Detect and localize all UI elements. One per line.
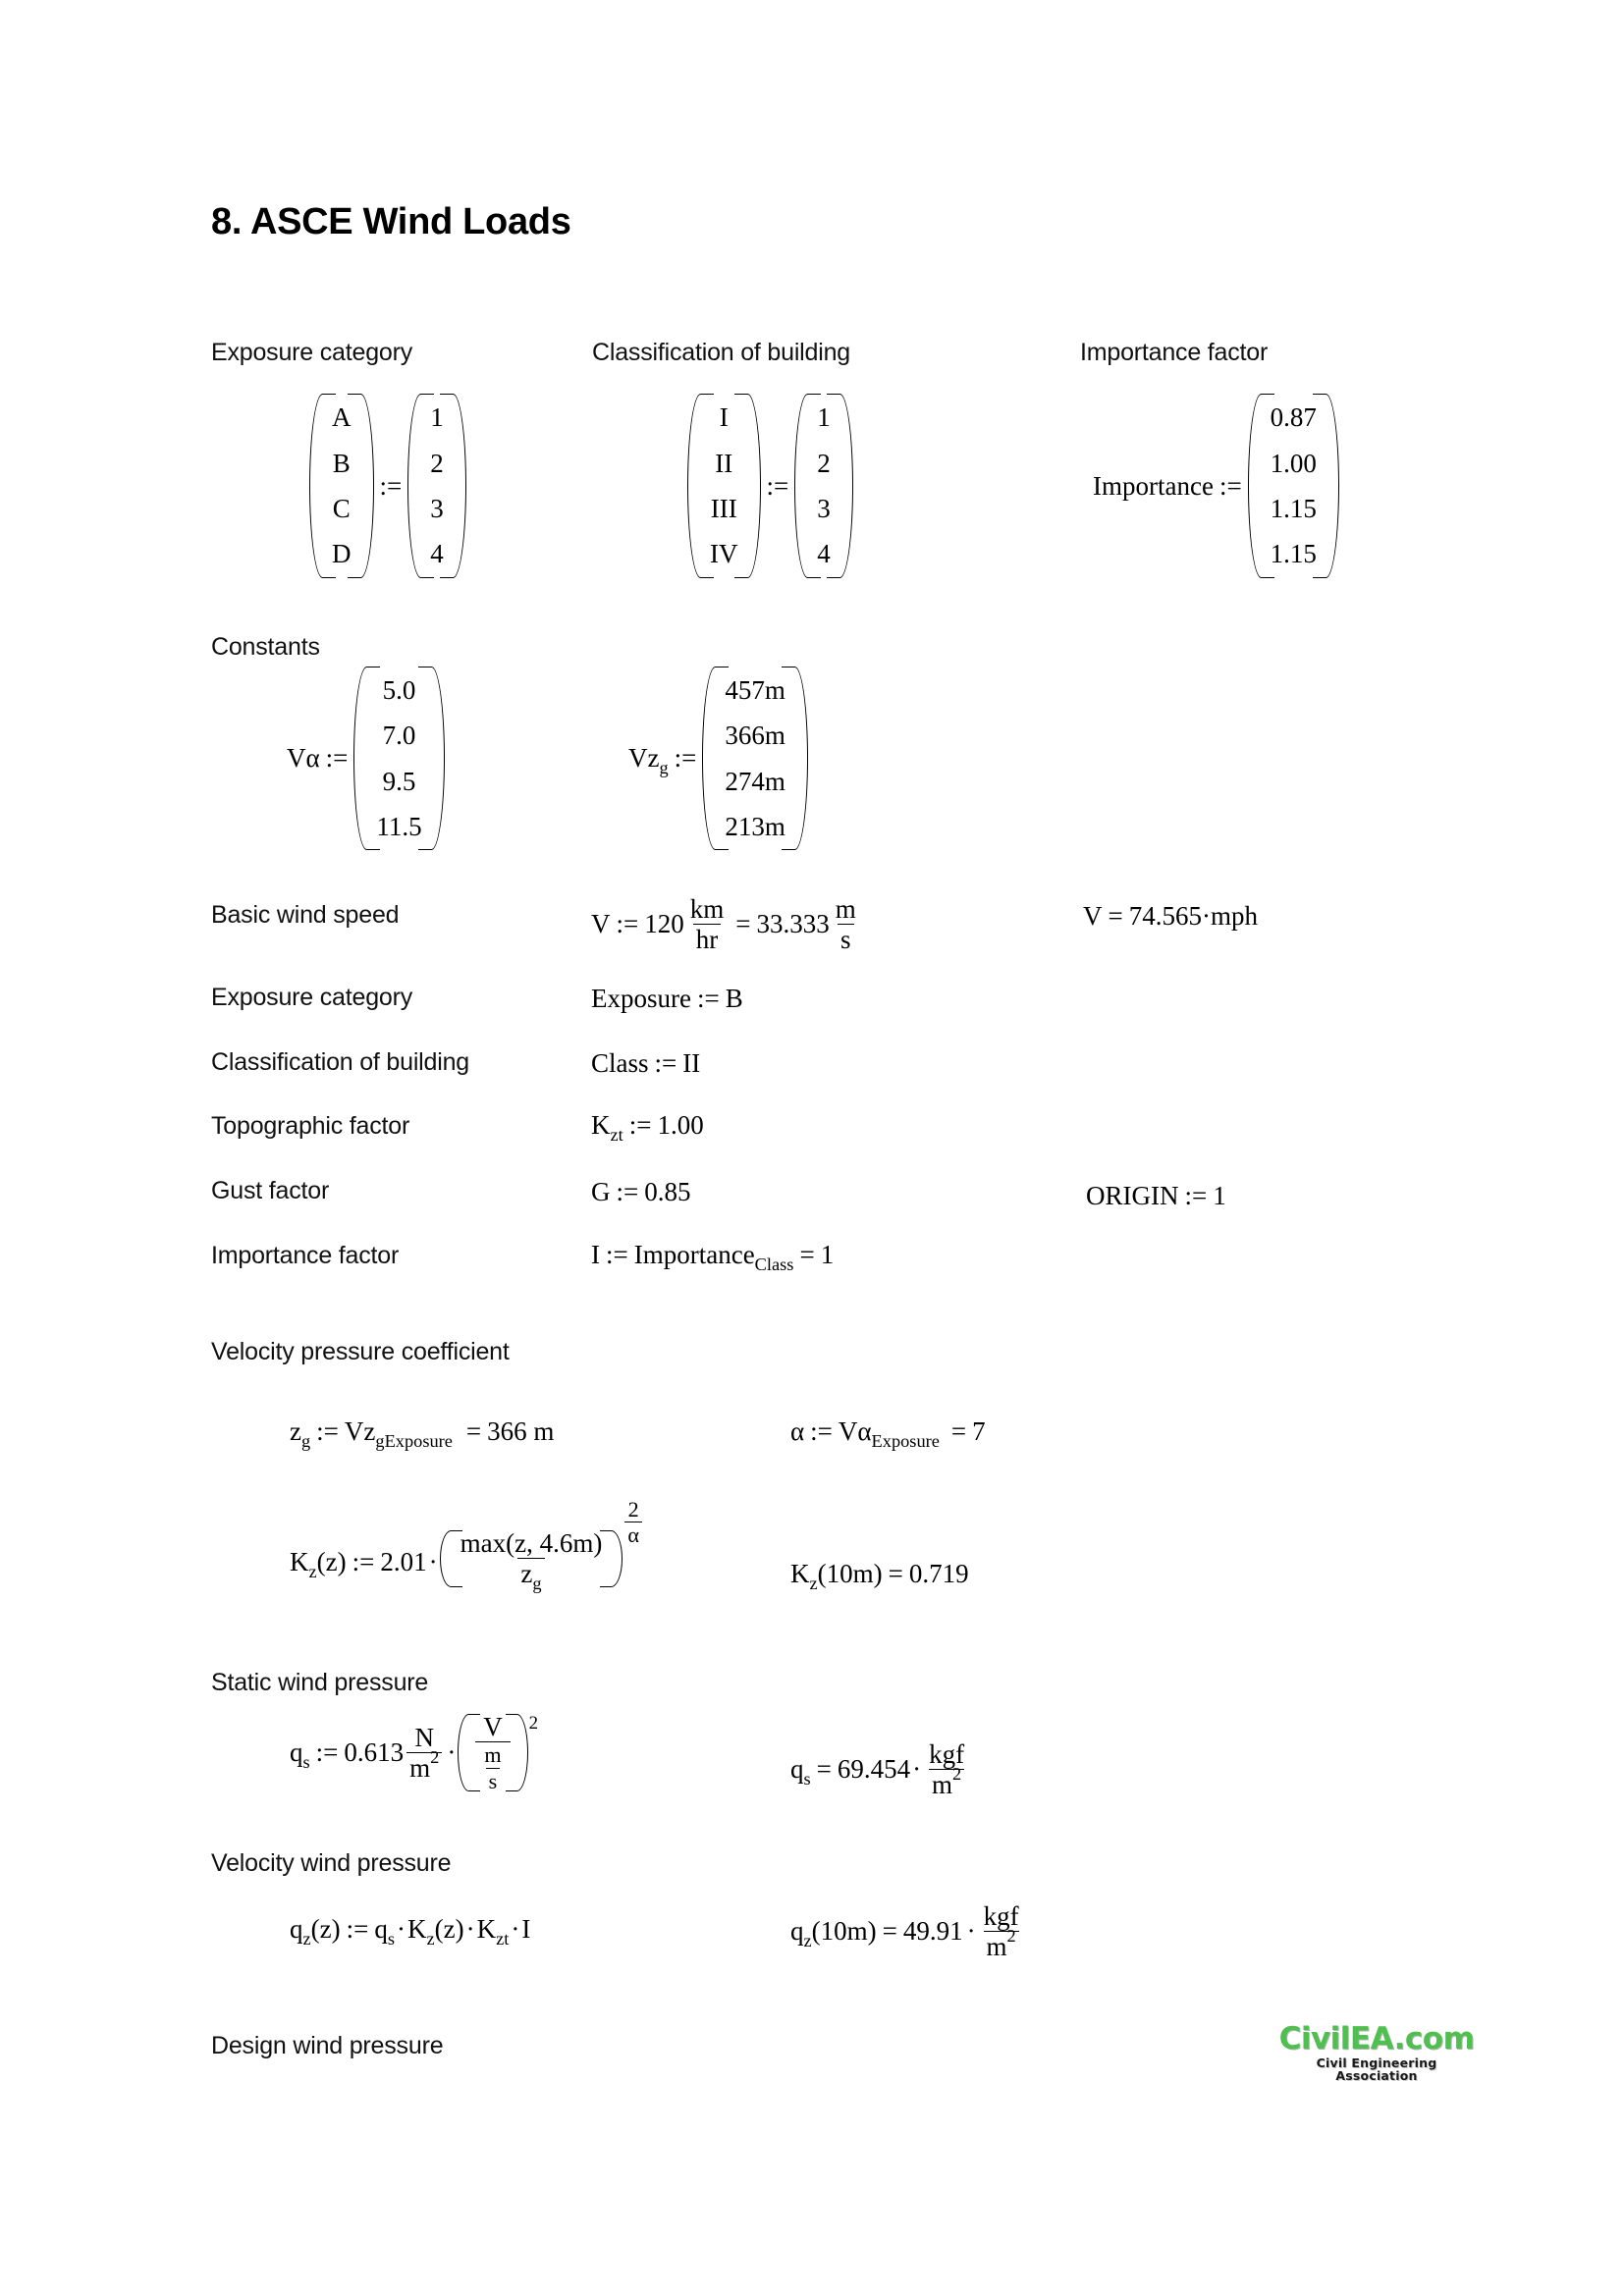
matrix-cell: 11.5 [376,811,422,841]
variable-exposure: Exposure [591,984,691,1013]
matrix-cell: 2 [430,448,444,478]
matrix-cell: 1 [430,402,444,433]
matrix-cell: A [332,402,352,433]
result: 0.719 [908,1559,969,1588]
header-importance-factor: Importance factor [1080,339,1269,366]
assign-operator: := [616,1177,639,1206]
equals-operator: = [465,1416,482,1446]
variable-qz: $q_z(z)$ [290,1914,341,1949]
unit-N-per-m2: $\frac{N}{m^2}$ [406,1724,442,1783]
term-qs: $q_s$ [374,1914,396,1949]
equals-operator: = [816,1754,832,1785]
matrix-cell: 366m [725,721,785,751]
assign-operator: := [810,1416,833,1446]
coefficient: 0.613 [344,1736,405,1767]
max-over-zg-fraction: $\frac{\max(z, 4.6m)}{z_g}$ [460,1528,603,1594]
assign-operator: := [628,1110,652,1140]
variable-qs: $q_s$ [290,1736,310,1772]
class-values-matrix [794,393,853,579]
assign-operator: := [616,909,639,939]
valpha-values-matrix [353,666,444,852]
assign-operator: := [654,1048,677,1078]
denominator-zg: $z_g$ [517,1558,544,1587]
paren-left-icon [440,1529,451,1588]
label-static-wind-pressure: Static wind pressure [211,1669,429,1696]
paren-right-icon [839,393,853,579]
matrix-cell: 4 [430,539,444,569]
term-I: I [521,1914,531,1944]
value: 0.85 [644,1177,691,1206]
paren-left-icon [1248,393,1262,579]
basic-wind-speed-mph-result [1083,901,1258,932]
multiply-operator: · [397,1914,406,1944]
variable-Kz: $K_z(z)$ [290,1547,347,1581]
variable-Kzt: $K_{zt}$ [591,1110,623,1145]
variable-class: Class [591,1048,649,1078]
assign-operator: := [606,1240,628,1269]
assign-operator: := [766,470,789,501]
variable-qs: $q_s$ [790,1754,811,1789]
topographic-factor-assignment [591,1110,704,1145]
result-value: 69.454 [837,1754,911,1785]
origin-assignment [1086,1181,1226,1211]
matrix-cell: C [332,494,351,523]
matrix-cell: I [719,402,729,433]
unit-km-per-hr: $\frac{km}{hr}$ [689,894,725,955]
velocity-wind-pressure-result [790,1902,1025,1961]
matrix-cell: 9.5 [382,766,416,796]
multiply-operator: · [447,1736,457,1767]
label-exposure-category: Exposure category [211,984,413,1011]
class-names-matrix [687,393,761,579]
variable-I: I [591,1240,600,1269]
classification-assignment [591,1048,700,1079]
assign-operator: := [316,1416,339,1446]
basic-wind-speed-equation [591,895,862,954]
value: 120 [644,909,684,939]
assign-operator: := [379,470,403,501]
matrix-cell: B [332,448,351,478]
paren-left-icon [407,393,421,579]
matrix-cell: III [710,494,737,523]
multiply-operator: · [511,1914,520,1944]
result-value: 33.333 [756,909,830,939]
assign-operator: := [325,743,349,773]
denominator-m-squared: $m^2$ [984,1931,1019,1960]
matrix-cell: 3 [430,494,444,523]
variable-V: V [1083,901,1103,931]
variable-qz: $q_z(10m)$ [790,1916,877,1951]
variable-Kz: $K_z(10m)$ [790,1559,883,1593]
matrix-cell: II [715,448,733,478]
exposure-category-assignment [591,984,743,1014]
label-gust-factor: Gust factor [211,1177,330,1204]
matrix-cell: 5.0 [382,674,416,705]
value-importance: Importance$_{Class}$ [633,1240,794,1274]
exponent-2-over-alpha: $\frac{2}{\alpha}$ [624,1498,642,1546]
static-wind-pressure-formula [290,1713,538,1792]
matrix-cell: 213m [725,811,785,841]
unit-kgf-per-m2: $\frac{\text{kgf}}{m^2}$ [983,1901,1019,1962]
paren-right-icon [794,666,808,852]
paren-right-icon [1326,393,1339,579]
zg-equation [290,1416,555,1451]
value: II [682,1048,701,1078]
importance-matrix [1093,402,1339,569]
valpha-label: Vα [287,743,320,773]
multiply-operator: · [465,1914,475,1944]
variable-origin: ORIGIN [1086,1181,1179,1210]
page-title: 8. ASCE Wind Loads [211,201,571,242]
result: 366 m [487,1416,555,1446]
label-topographic-factor: Topographic factor [211,1112,410,1140]
label-design-wind-pressure: Design wind pressure [211,2032,444,2059]
paren-left-icon [353,666,367,852]
paren-left-icon [309,393,323,579]
header-constants: Constants [211,633,320,661]
paren-left-icon [794,393,808,579]
term-kz: $K_z(z)$ [407,1914,464,1949]
assign-operator: := [696,984,720,1013]
kz-formula [290,1497,645,1594]
multiply-operator: · [428,1547,438,1576]
matrix-cell: D [332,539,352,569]
paren-right-icon [612,1529,623,1588]
matrix-cell: 0.87 [1270,402,1317,433]
exposure-category-matrix [309,402,466,569]
velocity-wind-pressure-formula [290,1914,531,1949]
label-basic-wind-speed: Basic wind speed [211,901,400,929]
coefficient: 2.01 [380,1547,427,1576]
paren-left-icon [702,666,716,852]
exposure-values-matrix [407,393,466,579]
matrix-cell: 1.00 [1270,448,1317,478]
importance-label: Importance [1093,470,1214,501]
matrix-cell: 3 [817,494,831,523]
importance-values-matrix [1248,393,1339,579]
equals-operator: = [888,1559,903,1588]
matrix-cell: 1.15 [1270,539,1317,569]
paren-right-icon [431,666,445,852]
vzg-label: $Vz_g$ [628,743,669,777]
label-classification-of-building: Classification of building [211,1048,470,1076]
paren-right-icon [517,1713,528,1792]
valpha-matrix [287,674,445,841]
equals-operator: = [735,909,751,939]
result-value: 49.91 [902,1916,963,1947]
assign-operator: := [1184,1181,1208,1210]
value-valpha-exposure: $V\alpha_{Exposure}$ [838,1416,940,1451]
equals-operator: = [799,1240,815,1269]
assign-operator: := [1218,470,1242,501]
label-velocity-wind-pressure: Velocity wind pressure [211,1849,452,1877]
assign-operator: := [674,743,697,773]
logo-wordmark: CivilEA.com [1278,2021,1475,2056]
matrix-cell: 1 [817,402,831,433]
result: 1 [820,1240,835,1269]
result: 7 [972,1416,986,1446]
label-velocity-pressure-coefficient: Velocity pressure coefficient [211,1338,510,1365]
assign-operator: := [352,1547,375,1576]
equals-operator: = [950,1416,967,1446]
multiply-operator: · [966,1916,976,1947]
value: 1.00 [657,1110,704,1140]
unit-m-per-s: $\frac{m}{s}$ [835,894,856,955]
variable-V: V [591,909,611,939]
grouped-ratio [440,1528,623,1594]
header-exposure-category: Exposure category [211,339,413,366]
alpha-equation [790,1416,986,1451]
vzg-values-matrix [702,666,808,852]
matrix-cell: 7.0 [382,721,416,751]
paren-right-icon [747,393,761,579]
matrix-cell: 4 [817,539,831,569]
equals-operator: = [1108,901,1123,931]
matrix-cell: IV [710,539,738,569]
value: B [725,984,743,1013]
grouped-velocity-ratio [458,1713,527,1792]
paren-left-icon [687,393,701,579]
matrix-cell: 1.15 [1270,494,1317,523]
classification-matrix [687,402,853,569]
paren-left-icon [458,1713,468,1792]
assign-operator: := [315,1736,339,1767]
gust-factor-assignment [591,1177,690,1207]
matrix-cell: 457m [725,674,785,705]
logo-tagline: Civil Engineering Association [1316,2056,1437,2083]
matrix-cell: 2 [817,448,831,478]
unit-kgf-per-m2: $\frac{\text{kgf}}{m^2}$ [929,1739,965,1800]
assign-operator: := [346,1914,369,1944]
value: 1 [1213,1181,1226,1210]
variable-G: G [591,1177,611,1206]
vzg-matrix [628,674,808,841]
denominator-m-squared: $m^2$ [406,1752,442,1782]
variable-zg: $z_g$ [290,1416,311,1451]
V-over-ms-fraction: $\frac{V}{\frac{m}{s}}$ [475,1713,510,1792]
header-classification-of-building: Classification of building [592,339,851,366]
multiply-operator: · [912,1754,922,1785]
result-mph: 74.565·mph [1128,901,1258,931]
static-wind-pressure-result [790,1740,970,1799]
exposure-names-matrix [309,393,374,579]
paren-right-icon [360,393,374,579]
denominator-m-per-s: $\frac{m}{s}$ [475,1741,510,1791]
kz-result [790,1559,969,1593]
value-vzg-exposure: $Vz_{gExposure}$ [344,1416,453,1451]
term-kzt: $K_{zt}$ [476,1914,510,1949]
matrix-cell: 274m [725,766,785,796]
paren-right-icon [453,393,466,579]
equals-operator: = [882,1916,897,1947]
civilea-logo [1273,2021,1480,2085]
importance-factor-equation [591,1240,835,1274]
variable-alpha: α [790,1416,805,1446]
exponent-2: 2 [528,1713,539,1734]
label-importance-factor: Importance factor [211,1242,400,1269]
denominator-m-squared: $m^2$ [929,1769,964,1798]
